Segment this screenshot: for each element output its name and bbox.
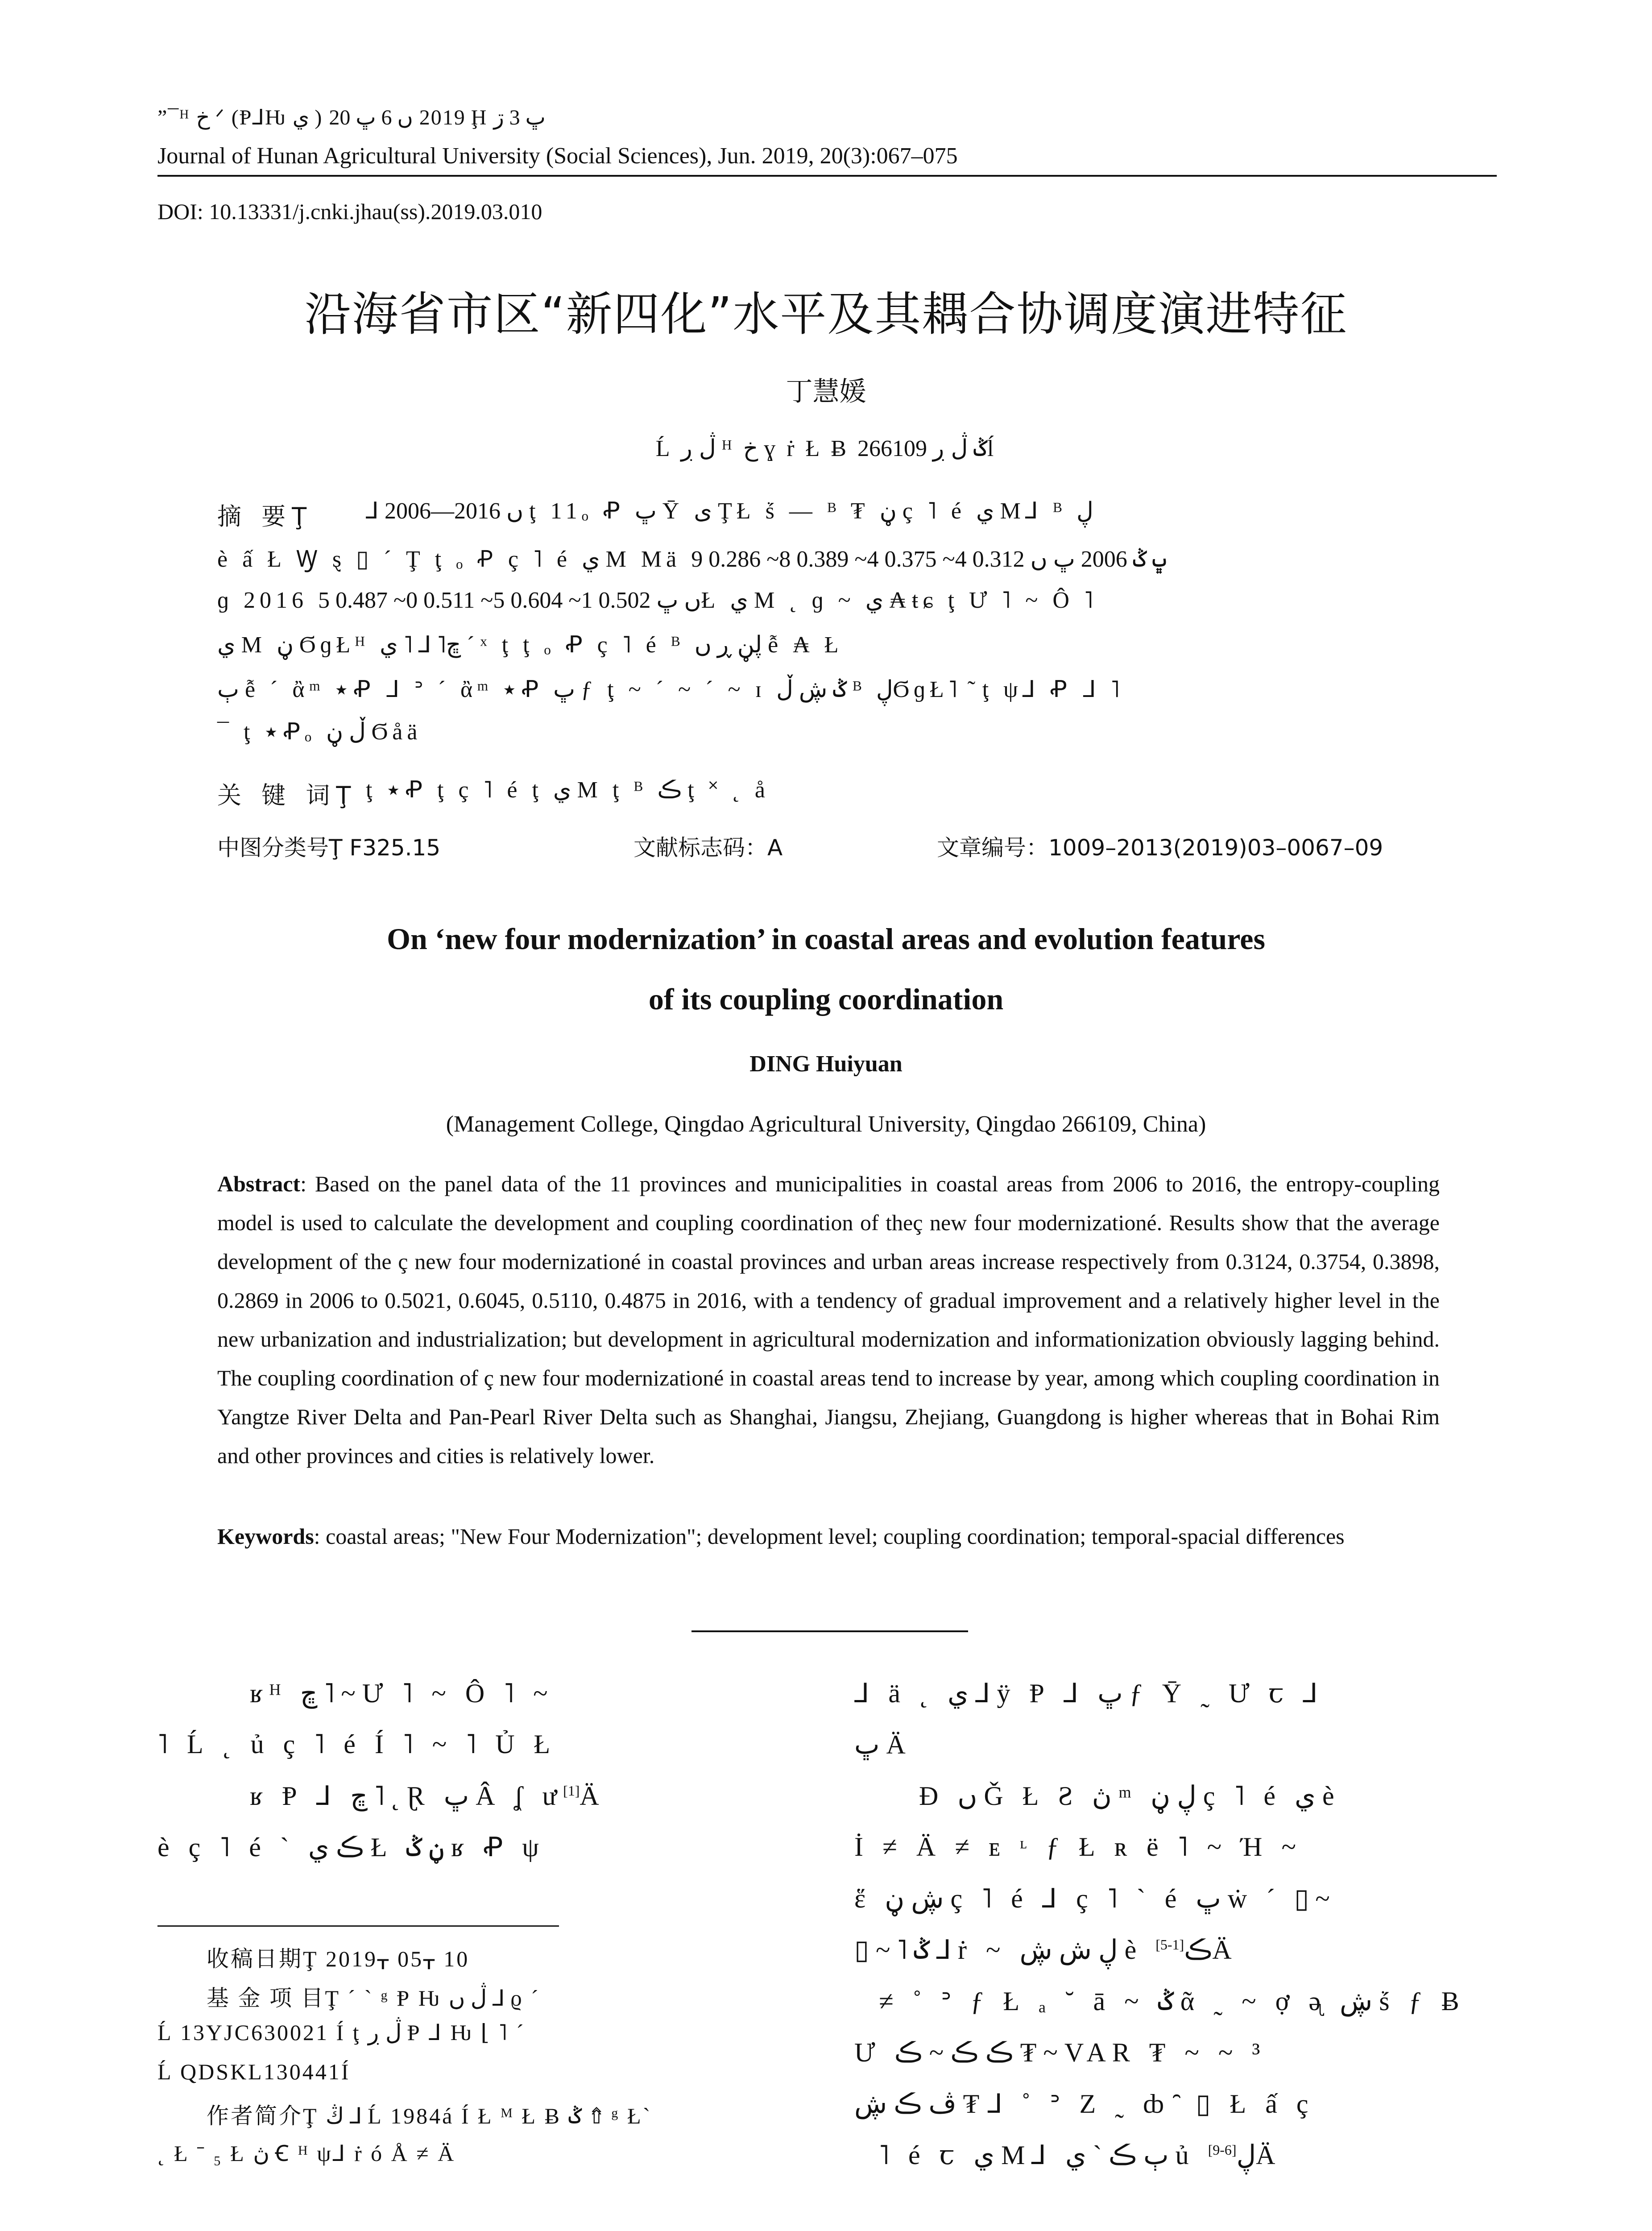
- abstract-cn-line: ɡ 2016 ں ڀ 0.502 1~ 0.604 5~ 0.511 0~ 0.487 5Ł ي M ˛ ɡ ~ ي ₳ ŧɕ ţ Ư ˥ ~ Ô ˥: [217, 588, 1097, 613]
- title-en-line-1: On ‘new four modernization’ in coastal areas and evolution features: [387, 922, 1265, 956]
- title-cn: 沿海省市区“新四化”水平及其耦合协调度演进特征: [304, 287, 1348, 341]
- body-right-line: ⅃ ä ˛ ي ⅃ ÿ Ᵽ ⅃ ڀ ƒ Ῡ ˷ Ư ꞇ ⅃: [854, 1679, 1324, 1708]
- body-right-line-text: ˥ é ꞇ ي M⅃ ٻ ڪ ˋ ي ủ ڸ: [879, 2140, 1256, 2170]
- body-right-line: ≠ ˚ ᐣ ƒ Ł ₐ ˘ ā ~ ݣ ᾶ ˷ ~ ợ ᶕ ڜ ṥ ƒ Ƀ: [879, 1986, 1466, 2016]
- body-left-line-suffix: Ä: [580, 1781, 605, 1811]
- abstract-cn-line: ٻ ễ ´ ἂᵐ ٭ Ꝓ ᒧ ᐣ ´ ἂᵐ ٭ Ꝓ ڀ ƒ ţ ~ ´ ~ ´ ~ ɪ ݣ ڜ ڵ ᴮ ڸϬɡŁ˥ ̃ ţ ψ⅃ Ꝓ ᒧ ˥: [217, 677, 1124, 702]
- body-left-line-text: ʁ Ᵽ ⅃ ڇ ˥ ˛ Ɽ ڀ Â ʆ ư: [250, 1781, 563, 1811]
- affiliation-en: (Management College, Qingdao Agricultural University, Qingdao 266109, China): [446, 1111, 1206, 1137]
- abstract-en-label: Abstract: [217, 1171, 301, 1196]
- clc-number: 中图分类号Ţ F325.15: [217, 835, 441, 861]
- body-right-line: Ư ڪ ڪ ~ ڪ ₮ ~ VAR ₮ ~ ~ ³: [854, 2038, 1267, 2067]
- body-right-line-text: ▯ ~ ˥ ݣ ⅃ ṙ ~ ڸ ش ڜ è ڪ: [854, 1935, 1213, 1965]
- doi: DOI: 10.13331/j.cnki.jhau(ss).2019.03.010: [157, 199, 542, 224]
- abstract-cn-label: 摘 要Ţ: [217, 502, 313, 531]
- body-right-line-suffix: Ä: [1212, 1935, 1238, 1965]
- body-right-line: ἕ ڜ ڼ ç ˥ é ⅃ ç ˥ ˋ é ڀ ẇ ˊ ▯~: [854, 1884, 1336, 1913]
- journal-header-cn: ”¯ᴴ ﺥ ᐟ (Ᵽ⅃Ƕ ي ) 2019 ں 6 ڀ 20 Ḩ ڀ 3 ڗ: [157, 106, 546, 129]
- author-cn: 丁慧媛: [786, 376, 866, 407]
- body-left-line: [250, 1780, 605, 1812]
- reference-citation: [6-9]: [1208, 2142, 1237, 2158]
- title-en-line-2: of its coupling coordination: [648, 982, 1004, 1016]
- body-right-line: İ ≠ Ä ≠ ᴇ ᶫ ƒ Ł ʀ ë ˥ ~ Ή ~: [854, 1832, 1302, 1862]
- abstract-cn-line: ⅃ 2006—2016 ں ţ 11ₒ Ꝓ ڀ Ῡ ى ŢŁ ṥ — ᴮ ₮ ڼ ç ˥ é ي M⅃ ᴮ ڸ: [366, 498, 1093, 524]
- abstract-cn-line: ي M ڼ ϬɡŁᴴ ڇ˥ ⅃ ˥ ي ´ ˣ ţ ţ ₒ Ꝓ ç ˥ é ᴮ ڸڼ ڕ ں ễ ₳ Ł: [217, 632, 843, 658]
- journal-header-en: Journal of Hunan Agricultural University (Social Sciences), Jun. 2019, 20(3):067–075: [157, 143, 958, 169]
- footnote-fund: Ĺ 13YJC630021 Í ţ ڷ ڔ Ᵽ ⅃ Ƕ ⌊ ˥ ˊ: [157, 2020, 526, 2045]
- body-right-line-suffix: Ä: [1256, 2140, 1282, 2170]
- keywords-cn: ţ ٭ Ꝓ ţ ç ˥ é ţ ي M ţ ᴮ ڪ ţ ˟ ˛ å: [366, 777, 770, 803]
- body-right-line: Ɖ ں Ǧ Ł Ƨ ڽ ᵐ ڸ ڼ ç ˥ é ي è: [919, 1781, 1341, 1811]
- footnote-fund: Ĺ QDSKL130441Í: [157, 2059, 351, 2084]
- footnote-author: 作者简介Ţ ڭ ⅃ Ĺ 1984á Í Ł ᴹ Ł Ƀ ݣ ⇮ ᵍ Łˋ: [207, 2103, 652, 2128]
- footnote-received: 收稿日期Ţ 2019ᚁ 05ᚁ 10: [207, 1946, 470, 1971]
- footnote-author: ˛ Ł ˉ ₅ Ł ڽ Ꞓ ᴴ ψ⅃ ṙ ó Å ≠ Ä: [157, 2141, 456, 2166]
- body-left-line: ʁᴴ ڇ ˥ ~ Ư ˥ ~ Ô ˥ ~: [250, 1679, 554, 1708]
- keywords-en-label: Keywords: [217, 1524, 314, 1549]
- footnote-fund: 基 金 项 目Ţ ´ ˋ ᵍ Ᵽ Ƕ ڷ ں ⅃ ϱ ˊ: [207, 1986, 540, 2011]
- document-code: 文献标志码：A: [633, 835, 783, 861]
- section-divider: [691, 1630, 968, 1632]
- reference-citation: [1]: [563, 1783, 580, 1799]
- header-rule: [157, 175, 1497, 177]
- abstract-en-text: : Based on the panel data of the 11 provinces and municipalities in coastal areas from 2006 to 2016, the entropy-coupling model is used to calculate the development and coupling coordination of theç new four modernizationé. Results show that the average development of the ç new four modernizationé in coastal provinces and urban areas increase respectively from 0.3124, 0.3754, 0.3898, 0.2869 in 2006 to 0.5021, 0.6045, 0.5110, 0.4875 in 2016, with a tendency of gradual improvement and a relatively higher level in the new urbanization and industrialization; but development in agricultural modernization and informationization obviously lagging behind. The coupling coordination of ç new four modernizationé in coastal areas tend to increase by year, among which coupling coordination in Yangtze River Delta and Pan-Pearl River Delta such as Shanghai, Jiangsu, Zhejiang, Guangdong is higher whereas that in Bohai Rim and other provinces and cities is relatively lower.: [217, 1171, 1440, 1468]
- article-number: 文章编号：1009–2013(2019)03–0067–09: [937, 835, 1383, 861]
- body-right-line: ڤ ڪ ڜ ₮ ᒧ ˚ ᐣ Z ˷ ȸ ̑ ▯ Ł ấ ç: [854, 2089, 1315, 2119]
- keywords-en: [217, 1517, 1440, 1556]
- abstract-cn-line: è ấ Ł Ꝡ ȿ ▯ ´ Ţ ţ ₒ Ꝓ ç ˥ é ي M Mä ڀ ݣ 2006 ڀ ں 0.312 4~ 0.375 4~ 0.389 8~ 0.286 9: [217, 547, 1166, 572]
- body-right-line: ڀ Ä: [854, 1730, 912, 1759]
- affiliation-cn: Ĺ ڷ ڔ ᴴ ﺥ ɣ ṙ Ł Ƀ ݣ ڷ ڔ 266109ĺ: [655, 436, 997, 461]
- abstract-en: [217, 1165, 1440, 1475]
- reference-citation: [1-5]: [1155, 1937, 1184, 1953]
- abstract-cn-line: ¯ ţ ٭ Ꝓₒ ڵ ڼ Ϭåä: [217, 719, 422, 745]
- footnote-rule: [157, 1925, 559, 1927]
- body-left-line: ˥ Ĺ ˛ ủ ç ˥ é Í ˥ ~ ˥ Ủ Ł: [157, 1729, 557, 1759]
- keywords-cn-label: 关 键 词Ţ: [217, 781, 357, 809]
- author-en: DING Huiyuan: [749, 1051, 903, 1077]
- body-right-line: [854, 1934, 1238, 1966]
- keywords-en-text: : coastal areas; "New Four Modernization"; development level; coupling coordination; temporal-spacial differences: [314, 1524, 1345, 1549]
- body-right-line: [879, 2140, 1282, 2171]
- body-left-line: è ç ˥ é ˋ ڪ ي Ł ڼ ݣ ʁ Ꝓ ψ: [157, 1833, 545, 1862]
